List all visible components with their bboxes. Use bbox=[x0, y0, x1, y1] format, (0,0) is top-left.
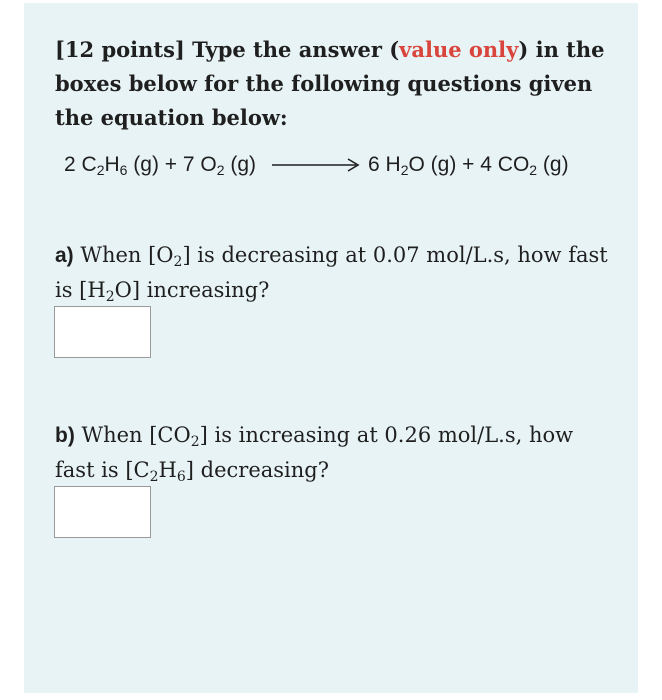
qa-subscript: 2 bbox=[173, 254, 183, 270]
question-a-label: a) bbox=[55, 244, 74, 267]
qa-text: When [O bbox=[73, 243, 174, 267]
eq-text: 6 H bbox=[368, 153, 401, 176]
chemical-equation bbox=[64, 150, 624, 180]
eq-subscript: 2 bbox=[529, 162, 538, 178]
qb-text: ] decreasing? bbox=[185, 458, 330, 482]
question-card bbox=[24, 3, 638, 693]
qb-text: When [CO bbox=[74, 423, 191, 447]
instructions-emphasis: value only bbox=[399, 37, 519, 62]
qb-subscript: 6 bbox=[176, 469, 186, 485]
eq-subscript: 2 bbox=[216, 162, 225, 178]
qb-subscript: 2 bbox=[149, 469, 159, 485]
eq-text: (g) + 7 O bbox=[127, 153, 217, 176]
question-b-text bbox=[55, 418, 615, 487]
instructions-part2: ) in the boxes below for the following questions given the equation below: bbox=[55, 37, 605, 130]
question-b-label: b) bbox=[55, 424, 75, 447]
eq-subscript: 2 bbox=[400, 162, 409, 178]
qb-text: ] is increasing at 0.26 mol/L.s, how fast is [C bbox=[55, 423, 574, 482]
answer-a-input[interactable] bbox=[54, 306, 151, 358]
eq-subscript: 2 bbox=[96, 162, 105, 178]
eq-text: H bbox=[104, 153, 120, 176]
qb-text: H bbox=[158, 458, 177, 482]
eq-text: O (g) + 4 CO bbox=[408, 153, 530, 176]
question-a-text bbox=[55, 238, 615, 307]
eq-subscript: 6 bbox=[119, 162, 128, 178]
qa-text: O] increasing? bbox=[114, 278, 270, 302]
eq-text: 2 C bbox=[64, 153, 97, 176]
instructions-part1: [12 points] Type the answer ( bbox=[55, 37, 400, 62]
qb-subscript: 2 bbox=[190, 434, 200, 450]
qa-text: ] is decreasing at 0.07 mol/L.s, how fast is [H bbox=[55, 243, 608, 302]
eq-text: (g) bbox=[537, 153, 569, 176]
reaction-arrow-icon bbox=[272, 155, 360, 175]
question-instructions bbox=[55, 33, 625, 135]
qa-subscript: 2 bbox=[105, 289, 115, 305]
eq-text: (g) bbox=[224, 153, 257, 176]
answer-b-input[interactable] bbox=[54, 486, 151, 538]
